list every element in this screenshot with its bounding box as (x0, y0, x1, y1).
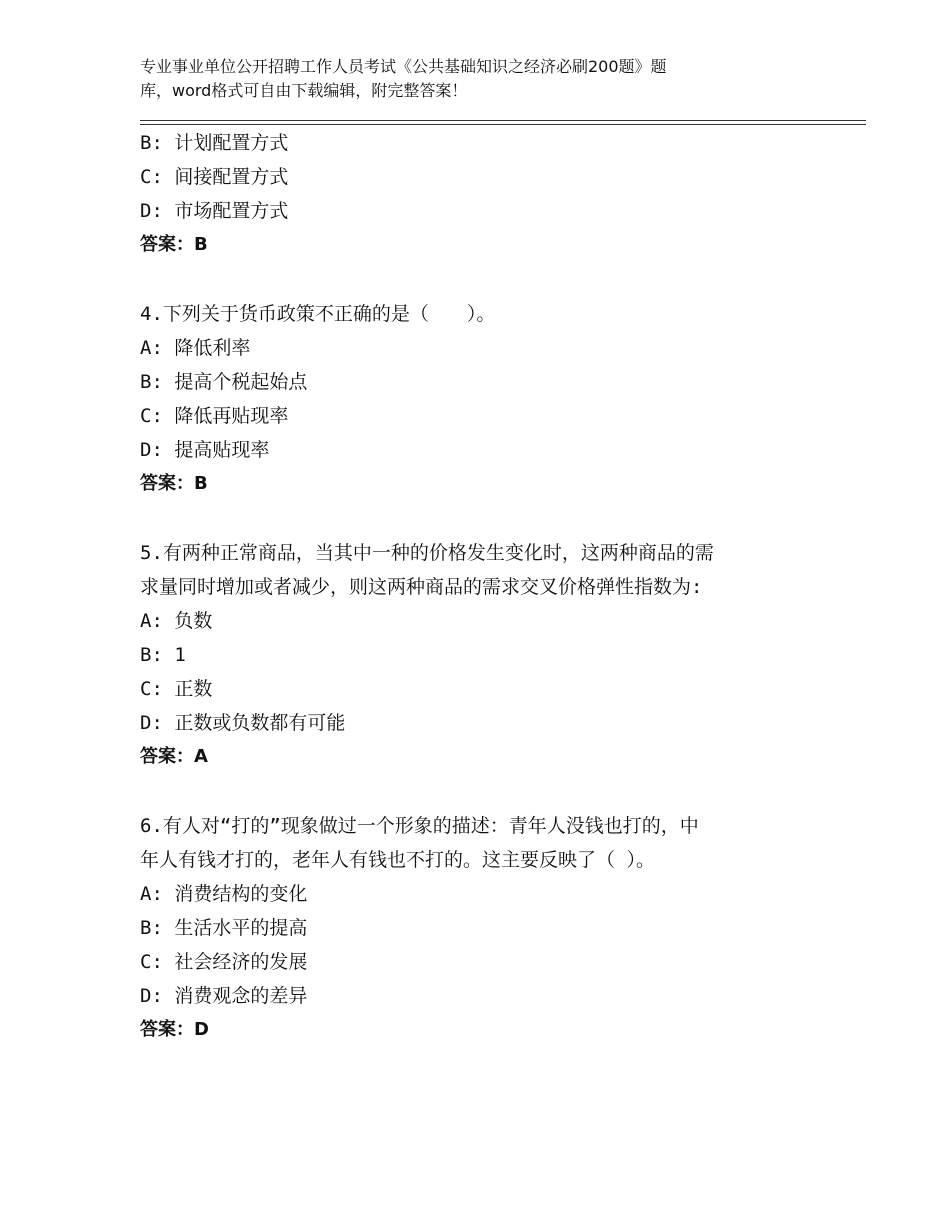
option: D: 提高贴现率 (140, 439, 270, 461)
question-4 (140, 297, 840, 501)
document-body (140, 126, 840, 1047)
answer: 答案：A (140, 746, 208, 767)
question-3-continued (140, 126, 840, 262)
question-stem: 年人有钱才打的，老年人有钱也不打的。这主要反映了（ ）。 (140, 849, 655, 871)
option: C: 间接配置方式 (140, 166, 289, 188)
option: D: 正数或负数都有可能 (140, 712, 346, 734)
question-stem: 4.下列关于货币政策不正确的是（ ）。 (140, 303, 496, 325)
option: D: 消费观念的差异 (140, 985, 308, 1007)
option: C: 降低再贴现率 (140, 405, 289, 427)
header-rule-bottom (140, 124, 866, 125)
document-header (140, 55, 780, 103)
header-rule-top (140, 120, 866, 121)
option: B: 1 (140, 644, 186, 666)
question-stem: 5.有两种正常商品，当其中一种的价格发生变化时，这两种商品的需 (140, 542, 714, 564)
answer: 答案：B (140, 234, 208, 255)
option: B: 生活水平的提高 (140, 917, 308, 939)
question-5 (140, 536, 840, 774)
option: A: 负数 (140, 610, 213, 632)
option: A: 降低利率 (140, 337, 251, 359)
question-stem: 求量同时增加或者减少，则这两种商品的需求交叉价格弹性指数为: (140, 576, 703, 598)
option: D: 市场配置方式 (140, 200, 289, 222)
option: A: 消费结构的变化 (140, 883, 308, 905)
option: C: 正数 (140, 678, 213, 700)
header-line-1: 专业事业单位公开招聘工作人员考试《公共基础知识之经济必刷200题》题 (140, 57, 667, 76)
header-line-2: 库，word格式可自由下载编辑，附完整答案！ (140, 81, 468, 100)
question-6 (140, 809, 840, 1047)
answer: 答案：B (140, 473, 208, 494)
answer: 答案：D (140, 1019, 209, 1040)
option: B: 计划配置方式 (140, 132, 289, 154)
option: B: 提高个税起始点 (140, 371, 308, 393)
option: C: 社会经济的发展 (140, 951, 308, 973)
question-stem: 6.有人对“打的”现象做过一个形象的描述：青年人没钱也打的，中 (140, 815, 699, 837)
